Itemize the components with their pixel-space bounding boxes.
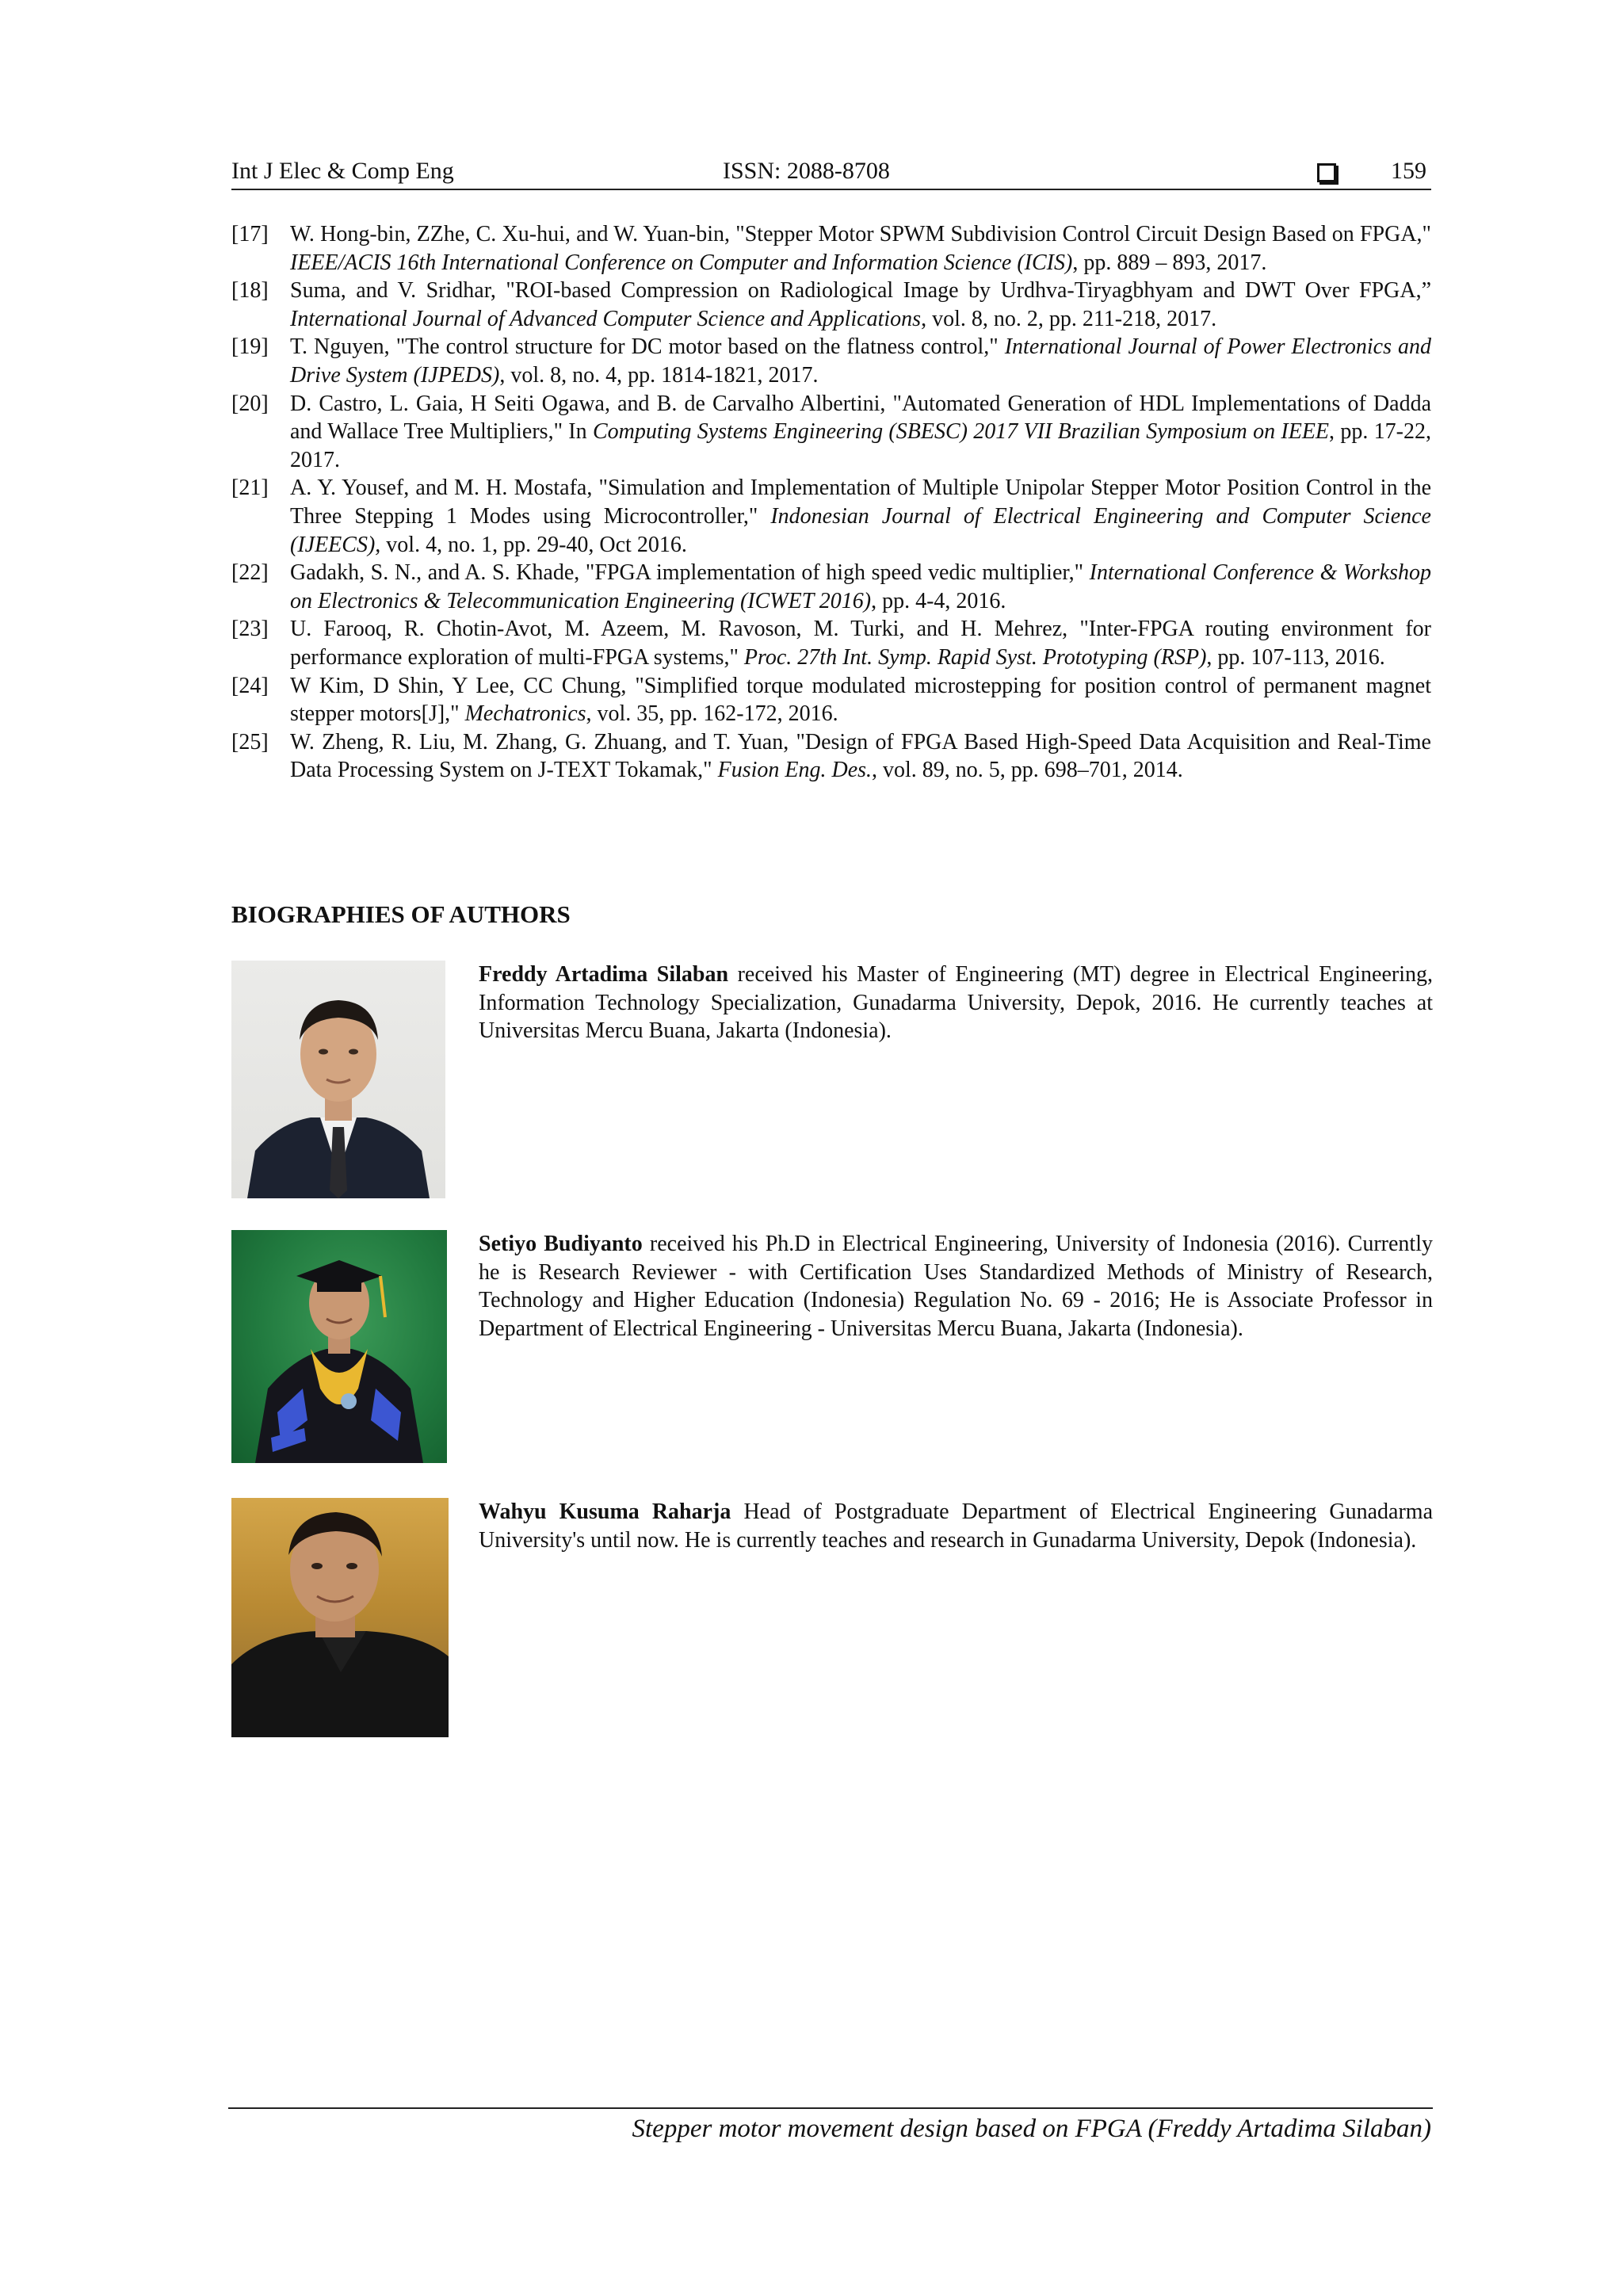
reference-list (231, 220, 1431, 785)
running-title: Stepper motor movement design based on FPGA (Freddy Artadima Silaban) (632, 2115, 1431, 2143)
reference-details: vol. 4, no. 1, pp. 29-40, Oct 2016. (380, 532, 687, 557)
reference-text: Gadakh, S. N., and A. S. Khade, "FPGA implementation of high speed vedic multiplier," (290, 560, 1090, 586)
reference-text: U. Farooq, R. Chotin-Avot, M. Azeem, M. Ravoson, M. Turki, and H. Mehrez, "Inter-FPGA routing environment for performance exploration of multi-FPGA systems," (290, 617, 1431, 670)
reference-venue: International Conference & Workshop on Electronics & Telecommunication Engineering (ICWET 2016) (290, 560, 1432, 613)
reference-item (231, 390, 1431, 475)
reference-venue: Proc. 27th Int. Symp. Rapid Syst. Prototyping (RSP) (743, 644, 1207, 670)
portrait-illustration (231, 1498, 449, 1737)
reference-number: [21] (231, 476, 269, 501)
reference-item (231, 559, 1431, 615)
reference-text: W Kim, D Shin, Y Lee, CC Chung, "Simplified torque modulated microstepping for position control of permanent magnet stepper motors[J]," (290, 673, 1431, 727)
reference-venue: IEEE/ACIS 16th International Conference on Computer and Information Science (ICIS) (290, 250, 1073, 275)
reference-item (231, 220, 1431, 277)
reference-item (231, 474, 1431, 559)
reference-text: W. Zheng, R. Liu, M. Zhang, G. Zhuang, and T. Yuan, "Design of FPGA Based High-Speed Data Acquisition and Real-Time Data Processing System on J-TEXT Tokamak," (290, 729, 1431, 783)
reference-text: W. Hong-bin, ZZhe, C. Xu-hui, and W. Yuan-bin, "Stepper Motor SPWM Subdivision Control Circuit Design Based on FPGA," (290, 222, 1431, 246)
reference-number: [24] (231, 673, 269, 698)
portrait-illustration (231, 961, 445, 1198)
author-name: Wahyu Kusuma Raharja (479, 1499, 731, 1524)
reference-venue: Fusion Eng. Des. (717, 758, 873, 783)
reference-text: D. Castro, L. Gaia, H Seiti Ogawa, and B. de Carvalho Albertini, "Automated Generation of HDL Implementations of Dadda and Wallace Tree Multipliers," In (290, 391, 1431, 445)
author-bio (479, 1230, 1433, 1343)
reference-number: [18] (231, 278, 269, 304)
reference-details: , vol. 89, no. 5, pp. 698–701, 2014. (872, 758, 1183, 783)
reference-number: [23] (231, 617, 269, 642)
reference-venue: International Journal of Advanced Computer Science and Applications (290, 306, 922, 331)
reference-text: T. Nguyen, "The control structure for DC motor based on the flatness control," (290, 334, 1005, 360)
author-bio-text: received his Ph.D in Electrical Engineering, University of Indonesia (2016). Currently he is Research Reviewer - with Certification Uses Standardized Methods of Ministry of Research, Technology and Higher Education (Indonesia) Regulation No. 69 - 2016; He is Associate Professor in Department of Electrical Engineering - Universitas Mercu Buana, Jakarta (Indonesia). (479, 1232, 1433, 1341)
reference-text: A. Y. Yousef, and M. H. Mostafa, "Simulation and Implementation of Multiple Unipolar Stepper Motor Position Control in the Three Stepping 1 Modes using Microcontroller," (290, 476, 1431, 529)
author-bio (479, 961, 1433, 1045)
reference-details: , pp. 4-4, 2016. (871, 588, 1006, 613)
reference-item (231, 333, 1431, 389)
author-bio (479, 1498, 1433, 1554)
reference-details: , pp. 17-22, 2017. (290, 419, 1431, 472)
reference-text: Suma, and V. Sridhar, "ROI-based Compression on Radiological Image by Urdhva-Tiryagbhyam and DWT Over FPGA,” (290, 278, 1431, 304)
reference-item (231, 672, 1431, 728)
reference-venue: Mechatronics (464, 701, 586, 727)
reference-item (231, 615, 1431, 671)
page-header (231, 155, 1431, 189)
reference-venue: International Journal of Power Electronics and Drive System (IJPEDS) (290, 334, 1432, 388)
reference-number: [17] (231, 222, 269, 246)
portrait-illustration (231, 1230, 447, 1463)
footer-rule (228, 2107, 1433, 2109)
header-rule (231, 189, 1431, 190)
author-photo-setiyo (231, 1230, 447, 1463)
reference-details: , vol. 8, no. 4, pp. 1814-1821, 2017. (499, 362, 819, 388)
reference-number: [20] (231, 391, 269, 416)
author-name: Freddy Artadima Silaban (479, 962, 729, 987)
reference-venue: Computing Systems Engineering (SBESC) 2017 VII Brazilian Symposium on IEEE (592, 419, 1330, 445)
reference-number: [25] (231, 729, 269, 755)
journal-name: Int J Elec & Comp Eng (231, 158, 454, 184)
reference-details: , vol. 35, pp. 162-172, 2016. (586, 701, 838, 727)
author-bio-text: received his Master of Engineering (MT) degree in Electrical Engineering, Information Technology Specialization, Gunadarma University, Depok, 2016. He currently teaches at Universitas Mercu Buana, Jakarta (Indonesia). (479, 962, 1433, 1044)
reference-details: , pp. 107-113, 2016. (1206, 644, 1385, 670)
author-photo-freddy (231, 961, 445, 1198)
reference-item (231, 277, 1431, 333)
reference-item (231, 728, 1431, 785)
reference-venue: Indonesian Journal of Electrical Engineering and Computer Science (IJEECS), (290, 503, 1431, 557)
reference-details: , pp. 889 – 893, 2017. (1072, 250, 1267, 275)
reference-number: [22] (231, 560, 269, 586)
journal-issn: ISSN: 2088-8708 (723, 158, 890, 184)
checkbox-square-icon (1317, 163, 1336, 182)
reference-number: [19] (231, 334, 269, 360)
page-number: 159 (1391, 158, 1426, 184)
author-name: Setiyo Budiyanto (479, 1232, 643, 1256)
author-bio-text: Head of Postgraduate Department of Electrical Engineering Gunadarma University's until now. He is currently teaches and research in Gunadarma University, Depok (Indonesia). (479, 1499, 1433, 1553)
reference-details: , vol. 8, no. 2, pp. 211-218, 2017. (921, 306, 1217, 331)
author-photo-wahyu (231, 1498, 449, 1737)
biographies-heading: BIOGRAPHIES OF AUTHORS (231, 900, 571, 928)
